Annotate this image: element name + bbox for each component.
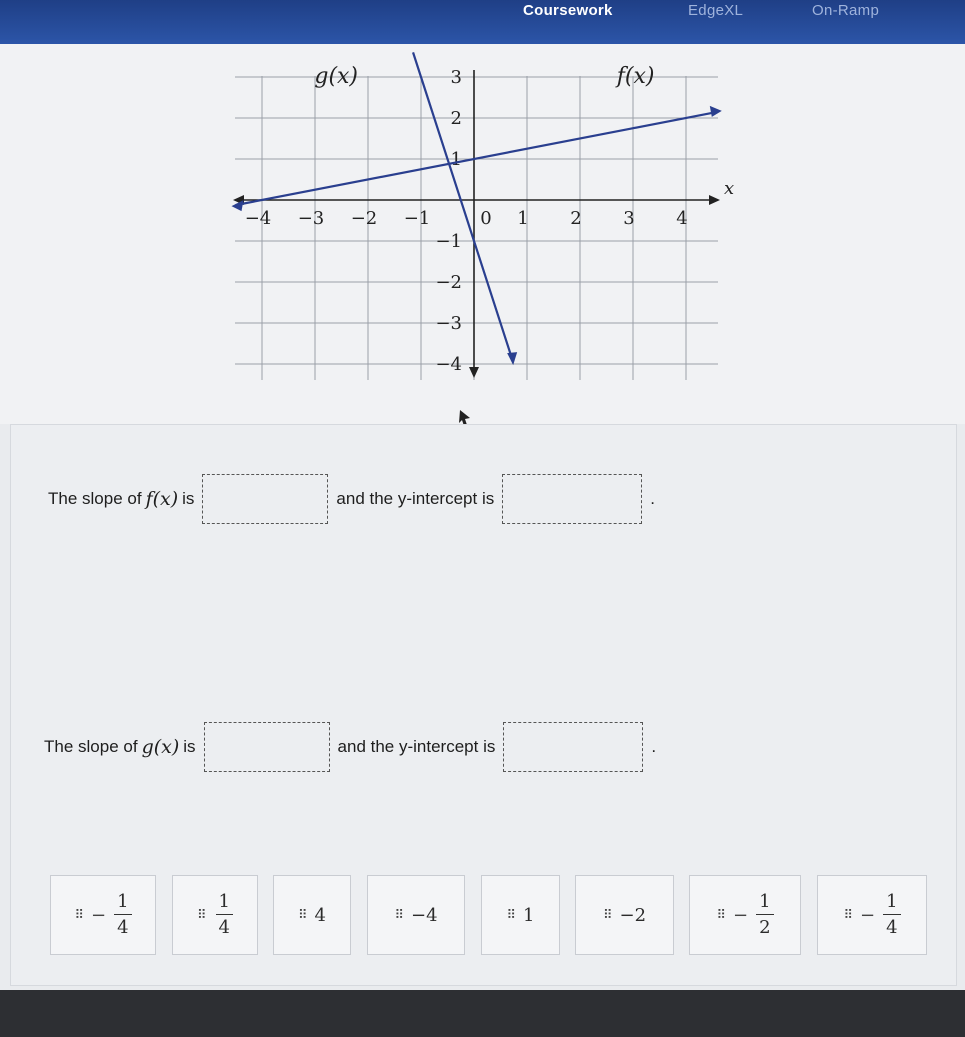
- x-tick-label: −4: [244, 208, 272, 229]
- x-tick-label: −3: [297, 208, 325, 229]
- question-f-is: is: [182, 489, 195, 508]
- x-tick-label: −2: [350, 208, 378, 229]
- graph-area: [0, 44, 965, 424]
- y-tick-label: −2: [435, 272, 462, 293]
- y-tick-label: 2: [450, 108, 462, 129]
- y-axis-arrow: [469, 367, 479, 378]
- x-tick-label: 4: [676, 208, 688, 229]
- cursor-icon: [459, 410, 470, 424]
- question-f-end: .: [650, 489, 655, 508]
- x-tick-label: 0: [480, 208, 492, 229]
- question-g-prefix: The slope of: [44, 737, 138, 756]
- answer-tile-neg-one-fourth-2[interactable]: ⠿ − $\frac{1}{4}$: [817, 875, 927, 955]
- y-tick-label: 3: [450, 67, 462, 88]
- question-g-func: g(x): [141, 736, 180, 758]
- answer-tile-4[interactable]: ⠿ 4: [273, 875, 351, 955]
- y-tick-label: −1: [435, 231, 462, 252]
- question-g-is: is: [183, 737, 196, 756]
- nav-edgexl[interactable]: EdgeXL: [688, 2, 744, 19]
- nav-on-ramp[interactable]: On-Ramp: [812, 2, 880, 19]
- drag-handle-icon: ⠿: [298, 907, 307, 923]
- question-g-end: .: [651, 737, 657, 756]
- f-line: [236, 112, 718, 205]
- f-label: f(x): [616, 64, 655, 90]
- drag-handle-icon: ⠿: [197, 907, 206, 923]
- question-f-func: f(x): [145, 488, 179, 510]
- coordinate-graph: [0, 44, 965, 424]
- question-g: [44, 722, 656, 772]
- bottom-bar: [0, 990, 965, 1037]
- slope-f-dropzone[interactable]: [202, 474, 328, 524]
- drag-handle-icon: ⠿: [74, 907, 83, 923]
- drag-handle-icon: ⠿: [394, 907, 403, 923]
- intercept-g-dropzone[interactable]: [503, 722, 643, 772]
- y-tick-label: −4: [435, 354, 462, 375]
- x-tick-label: 2: [570, 208, 582, 229]
- nav-coursework[interactable]: Coursework: [523, 2, 613, 19]
- x-axis-label: x: [724, 178, 735, 199]
- intercept-f-dropzone[interactable]: [502, 474, 642, 524]
- g-line: [413, 52, 512, 359]
- f-line-arrow: [710, 106, 722, 117]
- answer-tile-neg-one-fourth[interactable]: ⠿ − $\frac{1}{4}$: [50, 875, 156, 955]
- question-f-prefix: The slope of: [48, 489, 142, 508]
- drag-handle-icon: ⠿: [843, 907, 852, 923]
- question-f: [48, 474, 655, 524]
- slope-g-dropzone[interactable]: [204, 722, 330, 772]
- drag-handle-icon: ⠿: [506, 907, 516, 923]
- drag-handle-icon: ⠿: [716, 907, 725, 923]
- drag-handle-icon: ⠿: [602, 907, 612, 923]
- x-tick-label: 3: [623, 208, 635, 229]
- answer-tile-neg-4[interactable]: ⠿ −4: [367, 875, 465, 955]
- y-tick-label: −3: [435, 313, 462, 334]
- question-g-middle: and the y-intercept is: [337, 737, 496, 756]
- g-label: g(x): [314, 64, 359, 90]
- x-tick-label: 1: [517, 208, 529, 229]
- x-tick-label: −1: [403, 208, 431, 229]
- top-navigation-bar: [0, 0, 965, 44]
- answer-tile-neg-one-half[interactable]: ⠿ − $\frac{1}{2}$: [689, 875, 801, 955]
- answer-tile-neg-2[interactable]: ⠿ −2: [575, 875, 674, 955]
- x-axis-arrow: [709, 195, 720, 205]
- g-line-arrow: [507, 352, 517, 365]
- answer-tile-one-fourth[interactable]: ⠿ $\frac{1}{4}$: [172, 875, 258, 955]
- answer-tile-1[interactable]: ⠿ 1: [481, 875, 560, 955]
- y-tick-label: 1: [450, 149, 462, 170]
- question-f-middle: and the y-intercept is: [336, 489, 495, 508]
